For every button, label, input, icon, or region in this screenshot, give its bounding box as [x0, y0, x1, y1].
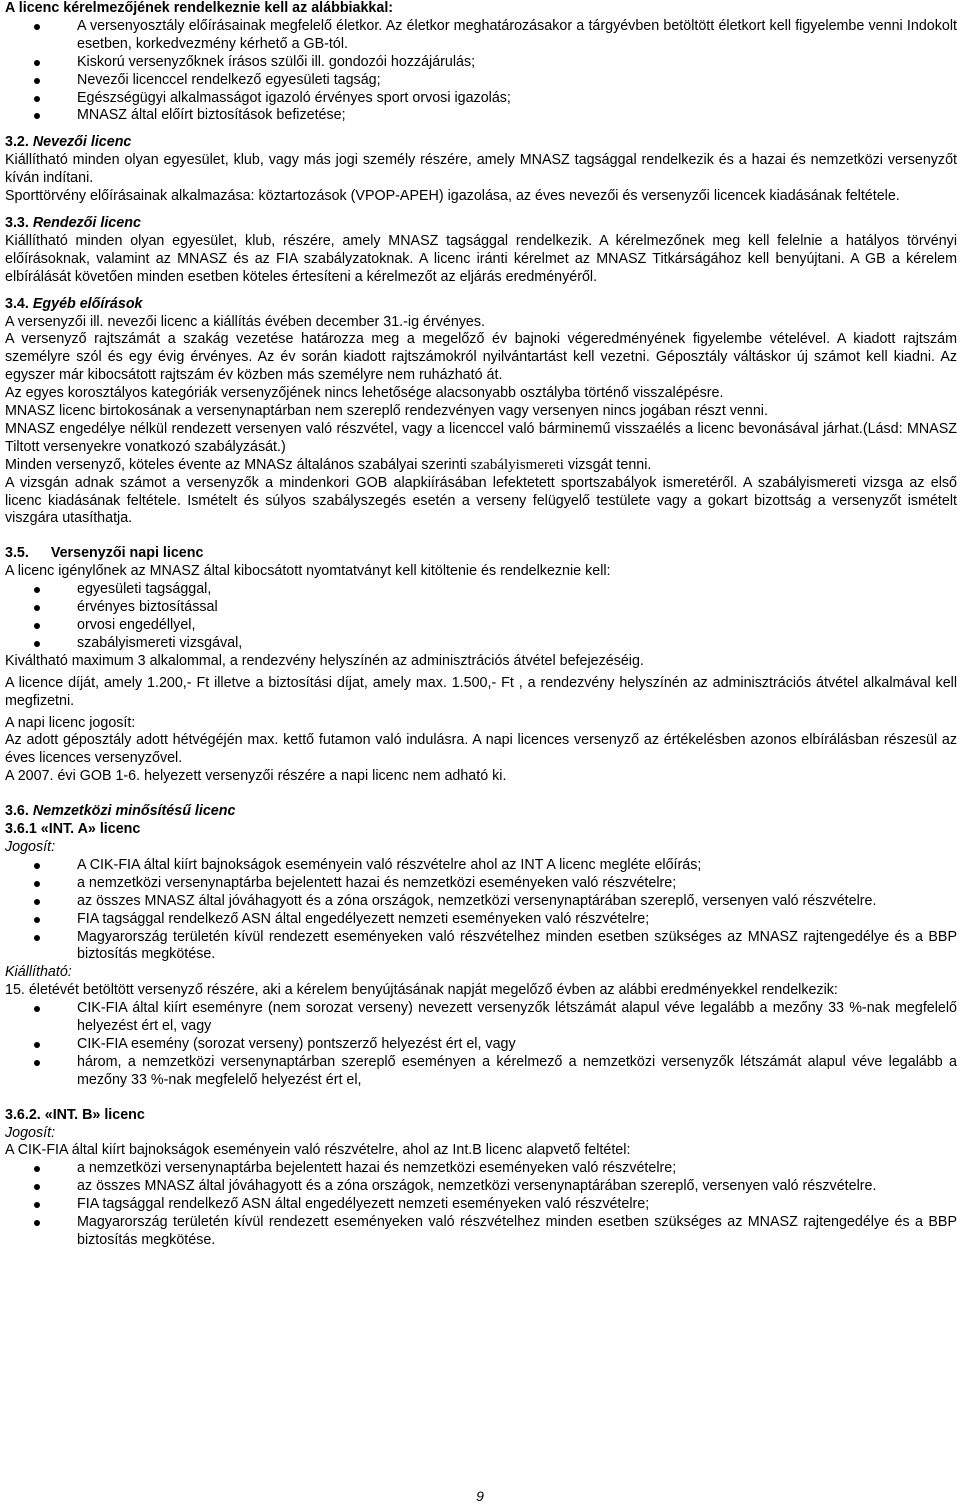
paragraph: A 2007. évi GOB 1-6. helyezett versenyzői részére a napi licenc nem adható ki.	[5, 768, 507, 785]
page-content	[5, 0, 957, 1250]
paragraph: MNASZ licenc birtokosának a versenynaptárban nem szereplő rendezvényen vagy versenyen nincs jogában részt venni.	[5, 403, 768, 420]
list-item: az összes MNASZ által jóváhagyott és a zóna országok, nemzetközi versenynaptárában szereplő, versenyen való részvételre.	[5, 1178, 957, 1196]
paragraph	[5, 457, 957, 475]
list-item: FIA tagsággal rendelkező ASN által engedélyezett nemzeti eseményeken való részvételre;	[5, 1196, 957, 1214]
int-a-entitlements-list	[5, 857, 957, 964]
paragraph: Kiállítható minden olyan egyesület, klub, részére, amely MNASZ tagsággal rendelkezik. A kérelmezőnek meg kell felelnie a hatályos törvényi előírásoknak, valamint az MNASZ és az FIA szabályzatoknak. A licenc iránti kérelmet az MNASZ Titkárságához kell benyújtani. A GB a kérelem elbírálását követően minden esetben köteles értesíteni a kérelmezőt az eljárás eredményéről.	[5, 232, 957, 285]
paragraph: A versenyző rajtszámát a szakág vezetése határozza meg a megelőző év bajnoki végeredményének figyelembe vételével. A kiadott rajtszám személyre szól és egy évig érvényes. Az év során kiadott rajtszámokról nyilvántartást kell vezetni. Géposztály váltáskor új számot kell kiadni. Az egyszer már kibocsátott rajtszám év közben más személyre nem ruházható át.	[5, 331, 957, 384]
daily-licence-requirements-list	[5, 581, 957, 653]
section-3-4-heading	[5, 296, 957, 314]
list-item: CIK-FIA által kiírt eseményre (nem sorozat verseny) nevezett versenyzők létszámát alapul véve legalább a mezőny 33 %-nak megfelelő helyezést ért el, vagy	[5, 1000, 957, 1036]
subsection-label: Jogosít:	[5, 838, 56, 855]
section-3-5-heading	[5, 545, 957, 563]
subsection-heading: 3.6.1 «INT. A» licenc	[5, 821, 141, 838]
section-title: Versenyzői napi licenc	[50, 545, 204, 562]
list-item: Nevezői licenccel rendelkező egyesületi tagság;	[5, 72, 957, 90]
paragraph: A licence díját, amely 1.200,- Ft illetve a biztosítási díjat, amely max. 1.500,- Ft , a rendezvény helyszínén az adminisztrációs átvétel alkalmával kell megfizetni.	[5, 674, 957, 709]
subsection-label: Jogosít:	[5, 1124, 56, 1141]
list-item: érvényes biztosítással	[5, 599, 957, 617]
list-item: Egészségügyi alkalmasságot igazoló érvényes sport orvosi igazolás;	[5, 90, 957, 108]
list-item: orvosi engedéllyel,	[5, 617, 957, 635]
section-title: Egyéb előírások	[32, 295, 143, 312]
list-item: egyesületi tagsággal,	[5, 581, 957, 599]
paragraph: A versenyzői ill. nevezői licenc a kiállítás évében december 31.-ig érvényes.	[5, 313, 485, 330]
paragraph: A licenc igénylőnek az MNASZ által kibocsátott nyomtatványt kell kitöltenie és rendelkeznie kell:	[5, 563, 611, 580]
paragraph: A napi licenc jogosít:	[5, 714, 136, 731]
list-item: három, a nemzetközi versenynaptárban szereplő eseményen a kérelmező a nemzetközi versenyzők létszámát alapul véve legalább a mezőny 33 %-nak megfelelő helyezést ért el,	[5, 1054, 957, 1090]
list-item: a nemzetközi versenynaptárba bejelentett hazai és nemzetközi eseményeken való részvételre;	[5, 1160, 957, 1178]
section-number: 3.5.	[5, 545, 29, 562]
text-run: szabályismereti	[470, 456, 564, 473]
list-item: Magyarország területén kívül rendezett eseményeken való részvételhez minden esetben szükséges az MNASZ rajtengedélye és a BBP biztosítás megkötése.	[5, 929, 957, 965]
int-b-entitlements-list	[5, 1160, 957, 1250]
paragraph: A vizsgán adnak számot a versenyzők a mindenkori GOB alapkiírásában lefektetett sportszabályok ismeretéről. A szabályismereti vizsga az első licenc kiadásának feltétele. Ismételt és súlyos szabályszegés esetén a verseny felügyelő testülete vagy a gokart bizottság a versenyzőt ismételt viszgára utasíthatja.	[5, 474, 957, 527]
intro-requirements-list	[5, 18, 957, 125]
list-item: A versenyosztály előírásainak megfelelő életkor. Az életkor meghatározásakor a tárgyévben betöltött életkort kell figyelembe venni Indokolt esetben, korkedvezmény kérhető a GB-tól.	[5, 18, 957, 54]
list-item: FIA tagsággal rendelkező ASN által engedélyezett nemzeti eseményeken való részvételre;	[5, 911, 957, 929]
list-item: CIK-FIA esemény (sorozat verseny) pontszerző helyezést ért el, vagy	[5, 1036, 957, 1054]
section-number: 3.3.	[5, 214, 29, 231]
text-run: Minden versenyző, köteles évente az MNASz általános szabályai szerinti	[5, 456, 471, 473]
subsection-label: Kiállítható:	[5, 964, 72, 981]
paragraph: A CIK-FIA által kiírt bajnokságok eseményein való részvételre, ahol az Int.B licenc alapvető feltétel:	[5, 1142, 631, 1159]
section-3-3-heading	[5, 215, 957, 233]
section-title: Nemzetközi minősítésű licenc	[32, 803, 236, 820]
section-3-6-heading	[5, 803, 957, 821]
subsection-heading: 3.6.2. «INT. B» licenc	[5, 1106, 145, 1123]
paragraph: MNASZ engedélye nélkül rendezett versenyen való részvétel, vagy a licenccel való bárminemű visszaélés a licenc bevonásával járhat.(Lásd: MNASZ Tiltott versenyekre vonatkozó szabályzását.)	[5, 420, 957, 455]
paragraph: 15. életévét betöltött versenyző részére, aki a kérelem benyújtásának napját megelőző évben az alábbi eredményekkel rendelkezik:	[5, 982, 838, 999]
paragraph: Kiváltható maximum 3 alkalommal, a rendezvény helyszínén az adminisztrációs átvétel befejezéséig.	[5, 652, 644, 669]
list-item: szabályismereti vizsgával,	[5, 635, 957, 653]
section-number: 3.2.	[5, 134, 29, 151]
list-item: az összes MNASZ által jóváhagyott és a zóna országok, nemzetközi versenynaptárában szereplő, versenyen való részvételre.	[5, 893, 957, 911]
int-a-eligibility-list	[5, 1000, 957, 1090]
list-item: a nemzetközi versenynaptárba bejelentett hazai és nemzetközi eseményeken való részvételre;	[5, 875, 957, 893]
section-title: Rendezői licenc	[32, 214, 141, 231]
list-item: A CIK-FIA által kiírt bajnokságok eseményein való részvételre ahol az INT A licenc megléte előírás;	[5, 857, 957, 875]
section-3-2-heading	[5, 134, 957, 152]
section-number: 3.6.	[5, 803, 29, 820]
section-number: 3.4.	[5, 295, 29, 312]
text-run: vizsgát tenni.	[563, 456, 652, 473]
paragraph: Sporttörvény előírásainak alkalmazása: köztartozások (VPOP-APEH) igazolása, az éves nevezői és versenyzői licencek kiadásának feltétele.	[5, 188, 900, 205]
paragraph: Kiállítható minden olyan egyesület, klub, vagy más jogi személy részére, amely MNASZ tagsággal rendelkezik és a hazai és nemzetközi versenyzőt kíván indítani.	[5, 152, 957, 187]
page-number: 9	[476, 1488, 484, 1504]
section-title: Nevezői licenc	[32, 134, 132, 151]
paragraph: Az adott géposztály adott hétvégéjén max. kettő futamon való indulásra. A napi licences versenyző az értékelésben azonos elbírálásban részesül az éves licences versenyzővel.	[5, 732, 957, 767]
paragraph: Az egyes korosztályos kategóriák versenyzőjének nincs lehetősége alacsonyabb osztályba történő visszalépésre.	[5, 385, 724, 402]
list-item: MNASZ által előírt biztosítások befizetése;	[5, 107, 957, 125]
list-item: Magyarország területén kívül rendezett eseményeken való részvételhez minden esetben szükséges az MNASZ rajtengedélye és a BBP biztosítás megkötése.	[5, 1214, 957, 1250]
list-item: Kiskorú versenyzőknek írásos szülői ill. gondozói hozzájárulás;	[5, 54, 957, 72]
intro-heading: A licenc kérelmezőjének rendelkeznie kell az alábbiakkal:	[5, 0, 394, 16]
